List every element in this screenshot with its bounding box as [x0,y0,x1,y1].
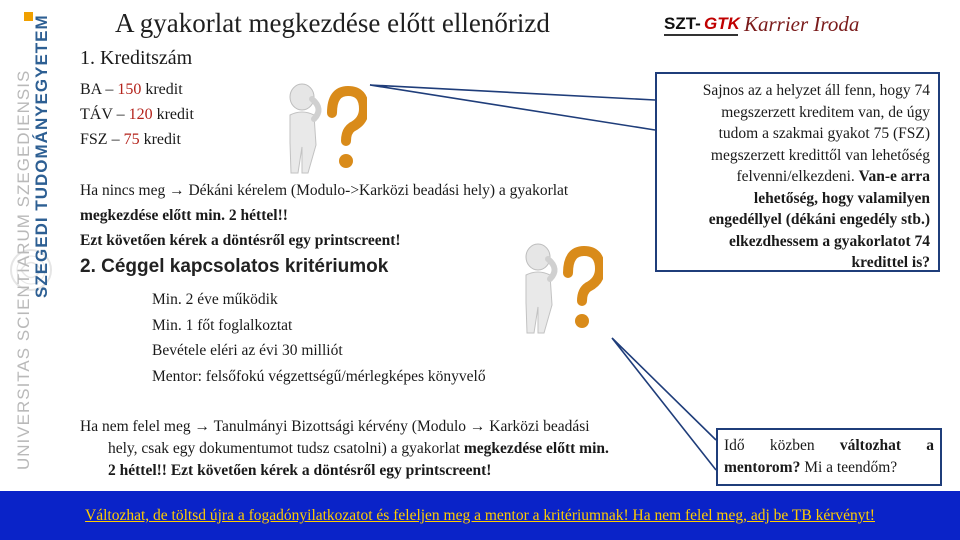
callout-line: Mi a teendőm? [800,459,898,476]
credit-value: 150 [117,81,142,98]
university-name-vertical: SZEGEDI TUDOMÁNYEGYETEM [32,14,51,298]
credit-list [80,77,194,152]
question-callout-credits [655,72,940,272]
thinking-figure-question-mark-icon [272,73,367,178]
callout-line: megszerzett kredittől van lehetőség [710,146,930,164]
logo-gtk-text: GTK [704,14,740,33]
callout-question-text: Van-e arra [858,168,930,185]
footer-text: Változhat, de töltsd újra a fogadónyilatkozatot és feleljen meg a mentor a kritériumnak! Ha nem felel meg, adj be TB kérvényt! [85,507,875,524]
credit-unit: kredit [139,131,181,148]
footer-banner [0,491,960,540]
note-text: Karközi beadási [485,418,590,435]
list-item: Min. 1 főt foglalkoztat [152,316,293,334]
credit-value: 120 [128,106,153,123]
credit-value: 75 [123,131,140,148]
list-item: Min. 2 éve működik [152,291,278,308]
credit-item-fsz [80,127,194,152]
credit-label: BA – [80,81,118,98]
criteria-list [152,287,486,389]
section2-heading: 2. Céggel kapcsolatos kritériumok [80,256,389,277]
note-text: Ha nincs meg [80,182,170,199]
callout-line: tudom a szakmai gyakot 75 (FSZ) [718,125,930,142]
section2-note [80,416,700,482]
question-callout-mentor [716,428,942,486]
note-text: Dékáni kérelem (Modulo->Karközi beadási hely) a gyakorlat [184,182,569,199]
note-text: Ha nem felel meg [80,418,195,435]
arrow-right-icon: → [469,418,486,435]
callout-line: Sajnos az a helyzet áll fenn, hogy 74 [702,82,930,99]
arrow-right-icon: → [194,418,210,435]
note-printscreen-text: 2 héttel!! Ezt követően kérek a döntésről egy printscreent! [108,462,492,479]
note-text: Tanulmányi Bizottsági kérvény (Modulo [209,418,470,435]
thinking-figure-question-mark-icon [508,233,603,338]
list-item: Mentor: felsőfokú végzettségű/mérlegképes könyvelő [152,367,486,385]
callout-word: közben [769,437,815,454]
callout-question-text: lehetőség, hogy valamilyen [753,189,930,207]
note-printscreen-text: Ezt követően kérek a döntésről egy printscreent! [80,232,401,249]
callout-word: a [926,437,934,454]
university-latin-name-vertical: UNIVERSITAS SCIENTIARUM SZEGEDIENSIS [14,69,33,470]
callout-word: Idő [724,437,745,454]
slide-title: A gyakorlat megkezdése előtt ellenőrizd [115,8,550,38]
callout-word: változhat [839,437,902,454]
callout-line: megszerzett kreditem van, de úgy [721,103,930,121]
callout-line: felvenni/elkezdeni. [736,168,859,185]
credit-item-tav [80,102,194,127]
szt-gtk-karrier-iroda-logo [664,10,864,44]
arrow-right-icon: → [169,182,185,199]
section1-heading: 1. Kreditszám [80,47,193,69]
credit-item-ba [80,77,194,102]
credit-label: FSZ – [80,131,124,148]
note-deadline-text: megkezdése előtt min. 2 héttel!! [80,207,288,224]
logo-underline [664,34,738,36]
note-text: hely, csak egy dokumentumot tudsz csatolni) a gyakorlat [108,440,464,457]
university-sidebar [0,0,62,540]
logo-karrier-iroda-text: Karrier Iroda [744,12,860,36]
list-item: Bevétele eléri az évi 30 milliót [152,342,343,359]
callout-question-text: kredittel is? [851,254,930,271]
callout-question-text: engedéllyel (dékáni engedély stb.) [708,211,930,228]
callout-question-text: elkezdhessem a gyakorlatot 74 [728,232,930,250]
callout-question-text: mentorom? [724,459,801,476]
logo-szt-text: SZT- [664,14,701,33]
credit-label: TÁV – [80,106,129,123]
credit-unit: kredit [141,81,183,98]
note-deadline-text: megkezdése előtt min. [463,440,609,457]
credit-unit: kredit [152,106,194,123]
